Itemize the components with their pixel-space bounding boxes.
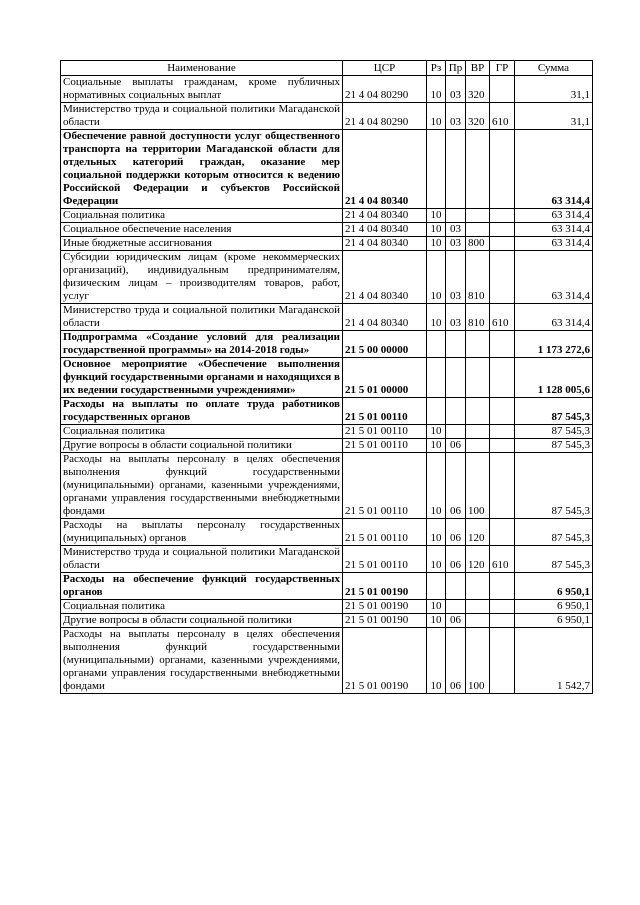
cell-gr — [490, 628, 515, 694]
cell-pr — [446, 331, 466, 358]
cell-name: Расходы на выплаты персоналу в целях обеспечения выполнения функций государственными (муниципальными) органами, казенными учреждениями, органами управления государственными внебюджетными фондами — [61, 628, 343, 694]
cell-vr — [466, 600, 490, 614]
cell-csr: 21 4 04 80340 — [343, 251, 427, 304]
cell-csr: 21 5 01 00110 — [343, 546, 427, 573]
cell-name: Социальные выплаты гражданам, кроме публичных нормативных социальных выплат — [61, 76, 343, 103]
cell-name: Субсидии юридическим лицам (кроме некоммерческих организаций), индивидуальным предпринимателям, физическим лицам – производителям товаров, работ, услуг — [61, 251, 343, 304]
cell-sum: 63 314,4 — [515, 251, 593, 304]
cell-gr — [490, 439, 515, 453]
cell-pr: 03 — [446, 103, 466, 130]
cell-csr: 21 5 01 00190 — [343, 614, 427, 628]
cell-vr: 320 — [466, 76, 490, 103]
cell-gr — [490, 130, 515, 209]
cell-pr: 03 — [446, 304, 466, 331]
table-row — [61, 304, 593, 331]
cell-sum: 87 545,3 — [515, 519, 593, 546]
cell-sum: 87 545,3 — [515, 398, 593, 425]
cell-rz: 10 — [427, 439, 446, 453]
cell-sum: 63 314,4 — [515, 237, 593, 251]
cell-sum: 6 950,1 — [515, 614, 593, 628]
cell-csr: 21 4 04 80340 — [343, 130, 427, 209]
table-row — [61, 331, 593, 358]
cell-pr: 03 — [446, 76, 466, 103]
cell-sum: 87 545,3 — [515, 546, 593, 573]
cell-csr: 21 4 04 80340 — [343, 237, 427, 251]
cell-name: Другие вопросы в области социальной политики — [61, 614, 343, 628]
cell-rz — [427, 331, 446, 358]
header-vr: ВР — [466, 61, 490, 76]
cell-csr: 21 5 01 00190 — [343, 573, 427, 600]
cell-gr: 610 — [490, 546, 515, 573]
cell-gr — [490, 573, 515, 600]
cell-pr — [446, 398, 466, 425]
table-row — [61, 103, 593, 130]
table-row — [61, 398, 593, 425]
cell-pr: 06 — [446, 453, 466, 519]
cell-name: Социальное обеспечение населения — [61, 223, 343, 237]
header-rz: Рз — [427, 61, 446, 76]
cell-gr — [490, 223, 515, 237]
cell-vr — [466, 331, 490, 358]
cell-rz: 10 — [427, 223, 446, 237]
header-pr: Пр — [446, 61, 466, 76]
cell-name: Расходы на выплаты по оплате труда работников государственных органов — [61, 398, 343, 425]
cell-rz: 10 — [427, 519, 446, 546]
cell-csr: 21 5 01 00110 — [343, 439, 427, 453]
table-row — [61, 519, 593, 546]
table-row — [61, 628, 593, 694]
cell-pr: 03 — [446, 237, 466, 251]
cell-rz: 10 — [427, 304, 446, 331]
cell-vr — [466, 223, 490, 237]
cell-gr — [490, 76, 515, 103]
cell-vr: 810 — [466, 251, 490, 304]
cell-sum: 1 542,7 — [515, 628, 593, 694]
cell-name: Основное мероприятие «Обеспечение выполнения функций государственными органами и находящихся в их ведении государственными учреждениями» — [61, 358, 343, 398]
cell-vr — [466, 209, 490, 223]
cell-pr: 03 — [446, 223, 466, 237]
cell-csr: 21 5 01 00110 — [343, 398, 427, 425]
cell-csr: 21 4 04 80340 — [343, 304, 427, 331]
cell-name: Министерство труда и социальной политики Магаданской области — [61, 304, 343, 331]
table-row — [61, 614, 593, 628]
cell-gr — [490, 209, 515, 223]
table-row — [61, 76, 593, 103]
cell-vr — [466, 358, 490, 398]
table-row — [61, 209, 593, 223]
table-row — [61, 546, 593, 573]
table-row — [61, 358, 593, 398]
cell-rz — [427, 130, 446, 209]
cell-gr — [490, 600, 515, 614]
cell-name: Расходы на выплаты персоналу в целях обеспечения выполнения функций государственными (муниципальными) органами, казенными учреждениями, органами управления государственными внебюджетными фондами — [61, 453, 343, 519]
cell-gr — [490, 331, 515, 358]
cell-csr: 21 5 01 00000 — [343, 358, 427, 398]
cell-name: Расходы на выплаты персоналу государственных (муниципальных) органов — [61, 519, 343, 546]
cell-sum: 87 545,3 — [515, 439, 593, 453]
cell-rz: 10 — [427, 209, 446, 223]
table-row — [61, 251, 593, 304]
cell-vr: 810 — [466, 304, 490, 331]
cell-pr: 06 — [446, 519, 466, 546]
cell-name: Другие вопросы в области социальной политики — [61, 439, 343, 453]
cell-pr: 03 — [446, 251, 466, 304]
cell-csr: 21 5 01 00110 — [343, 425, 427, 439]
cell-vr — [466, 573, 490, 600]
cell-sum: 63 314,4 — [515, 223, 593, 237]
cell-vr — [466, 425, 490, 439]
table-row — [61, 223, 593, 237]
cell-sum: 63 314,4 — [515, 130, 593, 209]
cell-csr: 21 5 00 00000 — [343, 331, 427, 358]
cell-csr: 21 4 04 80290 — [343, 76, 427, 103]
cell-pr: 06 — [446, 614, 466, 628]
table-row — [61, 237, 593, 251]
cell-sum: 31,1 — [515, 103, 593, 130]
cell-rz: 10 — [427, 251, 446, 304]
cell-gr — [490, 237, 515, 251]
cell-csr: 21 5 01 00190 — [343, 628, 427, 694]
cell-name: Социальная политика — [61, 209, 343, 223]
cell-rz: 10 — [427, 103, 446, 130]
header-row — [61, 61, 593, 76]
header-name: Наименование — [61, 61, 343, 76]
cell-pr — [446, 425, 466, 439]
table-row — [61, 425, 593, 439]
table-row — [61, 600, 593, 614]
cell-sum: 6 950,1 — [515, 600, 593, 614]
cell-gr: 610 — [490, 103, 515, 130]
budget-table — [60, 60, 593, 694]
cell-csr: 21 5 01 00190 — [343, 600, 427, 614]
cell-sum: 1 173 272,6 — [515, 331, 593, 358]
cell-sum: 63 314,4 — [515, 209, 593, 223]
header-sum: Сумма — [515, 61, 593, 76]
cell-sum: 31,1 — [515, 76, 593, 103]
cell-pr: 06 — [446, 546, 466, 573]
cell-rz: 10 — [427, 628, 446, 694]
cell-name: Иные бюджетные ассигнования — [61, 237, 343, 251]
cell-gr — [490, 398, 515, 425]
table-row — [61, 439, 593, 453]
cell-csr: 21 5 01 00110 — [343, 519, 427, 546]
cell-name: Социальная политика — [61, 600, 343, 614]
cell-name: Расходы на обеспечение функций государственных органов — [61, 573, 343, 600]
cell-vr: 320 — [466, 103, 490, 130]
cell-name: Министерство труда и социальной политики Магаданской области — [61, 103, 343, 130]
cell-name: Обеспечение равной доступности услуг общественного транспорта на территории Магаданской области для отдельных категорий граждан, оказание мер социальной поддержки которым относится к ведению Российской Федерации и субъектов Российской Федерации — [61, 130, 343, 209]
cell-rz: 10 — [427, 237, 446, 251]
cell-rz: 10 — [427, 600, 446, 614]
header-csr: ЦСР — [343, 61, 427, 76]
cell-csr: 21 4 04 80340 — [343, 209, 427, 223]
table-row — [61, 453, 593, 519]
cell-vr: 120 — [466, 519, 490, 546]
table-row — [61, 130, 593, 209]
cell-sum: 87 545,3 — [515, 425, 593, 439]
table-row — [61, 573, 593, 600]
cell-pr: 06 — [446, 628, 466, 694]
cell-vr — [466, 130, 490, 209]
cell-pr — [446, 209, 466, 223]
cell-vr — [466, 439, 490, 453]
cell-vr: 100 — [466, 628, 490, 694]
cell-name: Министерство труда и социальной политики Магаданской области — [61, 546, 343, 573]
cell-gr — [490, 453, 515, 519]
cell-csr: 21 4 04 80340 — [343, 223, 427, 237]
cell-rz — [427, 358, 446, 398]
cell-sum: 87 545,3 — [515, 453, 593, 519]
cell-gr: 610 — [490, 304, 515, 331]
cell-pr — [446, 600, 466, 614]
cell-rz: 10 — [427, 425, 446, 439]
cell-vr: 120 — [466, 546, 490, 573]
cell-sum: 6 950,1 — [515, 573, 593, 600]
cell-pr — [446, 358, 466, 398]
cell-rz — [427, 573, 446, 600]
cell-gr — [490, 358, 515, 398]
cell-rz: 10 — [427, 76, 446, 103]
cell-gr — [490, 251, 515, 304]
cell-gr — [490, 425, 515, 439]
cell-csr: 21 4 04 80290 — [343, 103, 427, 130]
cell-pr — [446, 573, 466, 600]
cell-rz: 10 — [427, 453, 446, 519]
cell-gr — [490, 614, 515, 628]
cell-sum: 1 128 005,6 — [515, 358, 593, 398]
header-gr: ГР — [490, 61, 515, 76]
cell-rz: 10 — [427, 614, 446, 628]
cell-vr: 100 — [466, 453, 490, 519]
cell-pr: 06 — [446, 439, 466, 453]
cell-vr — [466, 614, 490, 628]
cell-sum: 63 314,4 — [515, 304, 593, 331]
cell-name: Подпрограмма «Создание условий для реализации государственной программы» на 2014-2018 годы» — [61, 331, 343, 358]
cell-gr — [490, 519, 515, 546]
cell-name: Социальная политика — [61, 425, 343, 439]
cell-pr — [446, 130, 466, 209]
cell-rz: 10 — [427, 546, 446, 573]
cell-csr: 21 5 01 00110 — [343, 453, 427, 519]
cell-rz — [427, 398, 446, 425]
cell-vr: 800 — [466, 237, 490, 251]
cell-vr — [466, 398, 490, 425]
